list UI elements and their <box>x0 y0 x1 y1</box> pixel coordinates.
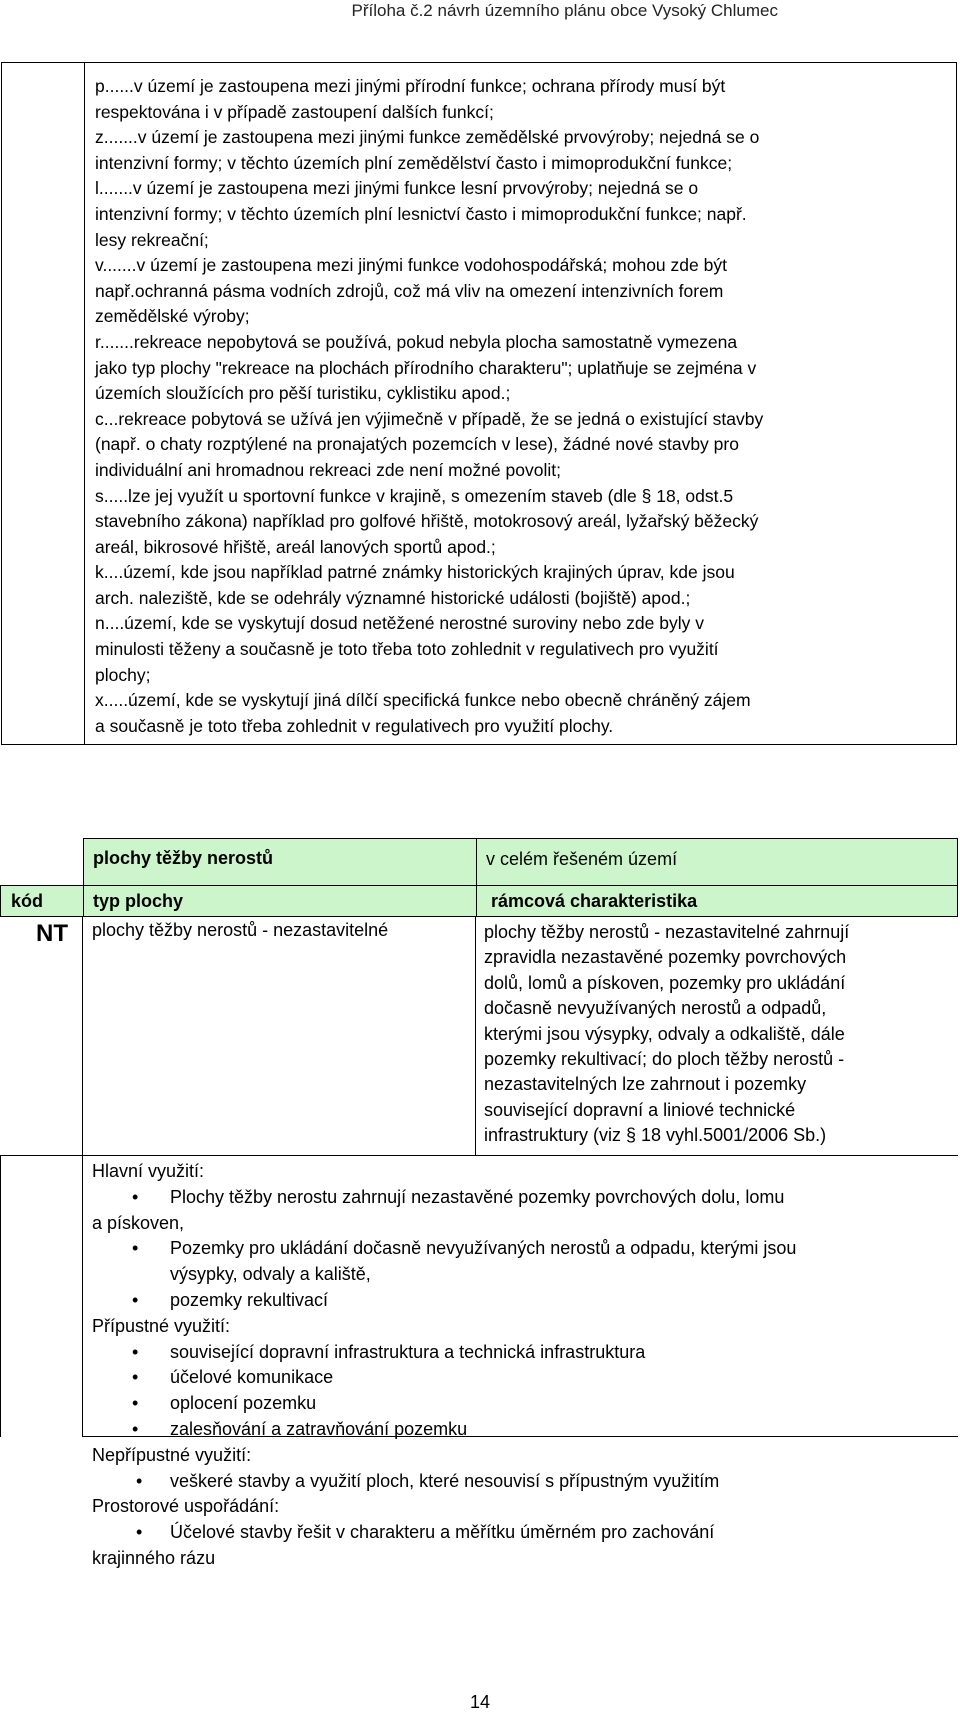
table-header-row <box>0 885 958 917</box>
header-title: Příloha č.2 návrh územního plánu obce Vysoký Chlumec <box>351 1 778 20</box>
description-line: nezastavitelných lze zahrnout i pozemky <box>484 1074 807 1095</box>
usage-regulations <box>92 1159 952 1572</box>
area-code: NT <box>36 920 68 947</box>
text-line: (např. o chaty rozptýlené na pronajatých pozemcích v lese), žádné nové stavby pro <box>95 434 739 455</box>
list-item-text: Účelové stavby řešit v charakteru a měřítku úměrném pro zachování <box>170 1522 715 1543</box>
text-line: intenzivní formy; v těchto územích plní zemědělství často i mimoprodukční funkce; <box>95 152 733 173</box>
description-line: dočasně nevyužívaných nerostů a odpadů, <box>484 998 827 1019</box>
list-item <box>92 1417 952 1443</box>
list-item <box>92 1340 952 1366</box>
header-code: kód <box>11 891 44 911</box>
description-line: související dopravní a liniové technické <box>484 1099 796 1120</box>
list-item-text: pozemky rekultivací <box>170 1289 329 1310</box>
cell-divider <box>476 839 477 885</box>
cell-divider <box>476 886 477 916</box>
cell-divider <box>0 1155 1 1437</box>
main-usage-label: Hlavní využití: <box>92 1161 205 1181</box>
bullet: • <box>132 1341 139 1362</box>
text-line: z.......v území je zastoupena mezi jinými funkce zemědělské prvovýroby; nejedná se o <box>95 127 760 148</box>
text-line: areál, bikrosové hřiště, areál lanových sportů apod.; <box>95 536 496 557</box>
description-line: pozemky rekultivací; do ploch těžby nerostů - <box>484 1048 845 1069</box>
function-codes-table <box>1 62 957 745</box>
description-line: dolů, lomů a pískoven, pozemky pro ukládání <box>484 972 846 993</box>
table-column-divider <box>84 63 85 744</box>
forbidden-usage-label: Nepřípustné využití: <box>92 1444 252 1465</box>
table-title-row <box>83 838 958 886</box>
text-line: a současně je toto třeba zohlednit v regulativech pro využití plochy. <box>95 715 614 736</box>
table-row <box>0 916 958 1156</box>
list-item <box>92 1185 952 1211</box>
list-item-text: účelové komunikace <box>170 1367 334 1388</box>
list-item <box>92 1288 952 1314</box>
page-number: 14 <box>469 1692 491 1712</box>
header-description: rámcová charakteristika <box>491 891 698 911</box>
area-description <box>484 920 954 1149</box>
text-line: stavebního zákona) například pro golfové hřiště, motokrosový areál, lyžařský běžecký <box>95 511 759 532</box>
cell-divider <box>82 916 83 1155</box>
list-item <box>92 1469 952 1495</box>
cell-divider <box>475 916 476 1155</box>
description-line: zpravidla nezastavěné pozemky povrchových <box>484 947 847 968</box>
list-item-text: výsypky, odvaly a kaliště, <box>170 1264 371 1285</box>
text-line: intenzivní formy; v těchto územích plní lesnictví často i mimoprodukční funkce; např. <box>95 203 747 224</box>
text-line: n....území, kde se vyskytují dosud netěžené nerostné suroviny nebo zde byly v <box>95 613 704 634</box>
text-line: jako typ plochy "rekreace na plochách přírodního charakteru"; uplatňuje se zejména v <box>95 357 757 378</box>
text-line: r.......rekreace nepobytová se používá, pokud nebyla plocha samostatně vymezena <box>95 331 738 352</box>
table-title: plochy těžby nerostů <box>93 848 274 868</box>
bullet: • <box>132 1367 139 1388</box>
bullet: • <box>132 1418 139 1439</box>
text-line: např.ochranná pásma vodních zdrojů, což má vliv na omezení intenzivních forem <box>95 280 724 301</box>
area-type: plochy těžby nerostů - nezastavitelné <box>92 920 389 940</box>
description-line: kterými jsou výsypky, odvaly a odkaliště, dále <box>484 1023 845 1044</box>
page-header <box>0 0 960 24</box>
text-line: lesy rekreační; <box>95 229 209 250</box>
table-scope: v celém řešeném území <box>486 849 678 869</box>
list-item-text: Plochy těžby nerostu zahrnují nezastavěné pozemky povrchových dolu, lomu <box>170 1186 785 1207</box>
bullet: • <box>136 1470 143 1491</box>
text-line: s.....lze jej využít u sportovní funkce v krajině, s omezením staveb (dle § 18, odst.5 <box>95 485 734 506</box>
text-line: územích sloužících pro pěší turistiku, cyklistiku apod.; <box>95 383 511 404</box>
spatial-arrangement-label: Prostorové uspořádání: <box>92 1496 280 1517</box>
text-line: x.....území, kde se vyskytují jiná dílčí specifická funkce nebo obecně chráněný zájem <box>95 690 751 711</box>
description-line: infrastruktury (viz § 18 vyhl.5001/2006 Sb.) <box>484 1125 827 1146</box>
list-item-text: oplocení pozemku <box>170 1393 317 1414</box>
text-line: minulosti těženy a současně je toto třeba toto zohlednit v regulativech pro využití <box>95 639 719 660</box>
list-item-text: a pískoven, <box>92 1212 185 1233</box>
list-item-text: veškeré stavby a využití ploch, které nesouvisí s přípustným využitím <box>170 1470 720 1491</box>
text-line: individuální ani hromadnou rekreaci zde není možné povolit; <box>95 459 561 480</box>
cell-divider <box>82 1155 83 1437</box>
list-item <box>92 1520 952 1546</box>
list-item <box>92 1391 952 1417</box>
bullet: • <box>136 1522 143 1543</box>
list-item <box>92 1365 952 1391</box>
usage-row <box>0 1155 958 1568</box>
bullet: • <box>132 1289 139 1310</box>
text-line: respektována i v případě zastoupení dalších funkcí; <box>95 101 494 122</box>
list-item-text: zalesňování a zatravňování pozemku <box>170 1418 468 1439</box>
text-line: p......v území je zastoupena mezi jinými přírodní funkce; ochrana přírody musí být <box>95 76 726 96</box>
list-item-text: související dopravní infrastruktura a technická infrastruktura <box>170 1341 646 1362</box>
text-line: l.......v území je zastoupena mezi jinými funkce lesní prvovýroby; nejedná se o <box>95 178 699 199</box>
bullet: • <box>132 1238 139 1259</box>
function-codes-text <box>95 74 955 739</box>
text-line: zemědělské výroby; <box>95 306 250 327</box>
text-line: plochy; <box>95 664 151 685</box>
header-type: typ plochy <box>93 891 184 911</box>
description-line: plochy těžby nerostů - nezastavitelné zahrnují <box>484 922 850 942</box>
bullet: • <box>132 1393 139 1414</box>
text-line: c...rekreace pobytová se užívá jen výjimečně v případě, že se jedná o existující stavby <box>95 408 764 429</box>
list-item <box>92 1236 952 1262</box>
list-item-text: krajinného rázu <box>92 1547 216 1568</box>
text-line: v.......v území je zastoupena mezi jinými funkce vodohospodářská; mohou zde být <box>95 255 727 276</box>
bullet: • <box>132 1186 139 1207</box>
cell-divider <box>83 886 84 916</box>
allowed-usage-label: Přípustné využití: <box>92 1315 231 1336</box>
text-line: arch. naleziště, kde se odehrály významné historické události (bojiště) apod.; <box>95 587 691 608</box>
text-line: k....území, kde jsou například patrné známky historických krajiných úprav, kde jsou <box>95 562 735 583</box>
list-item-text: Pozemky pro ukládání dočasně nevyužívaných nerostů a odpadu, kterými jsou <box>170 1238 797 1259</box>
